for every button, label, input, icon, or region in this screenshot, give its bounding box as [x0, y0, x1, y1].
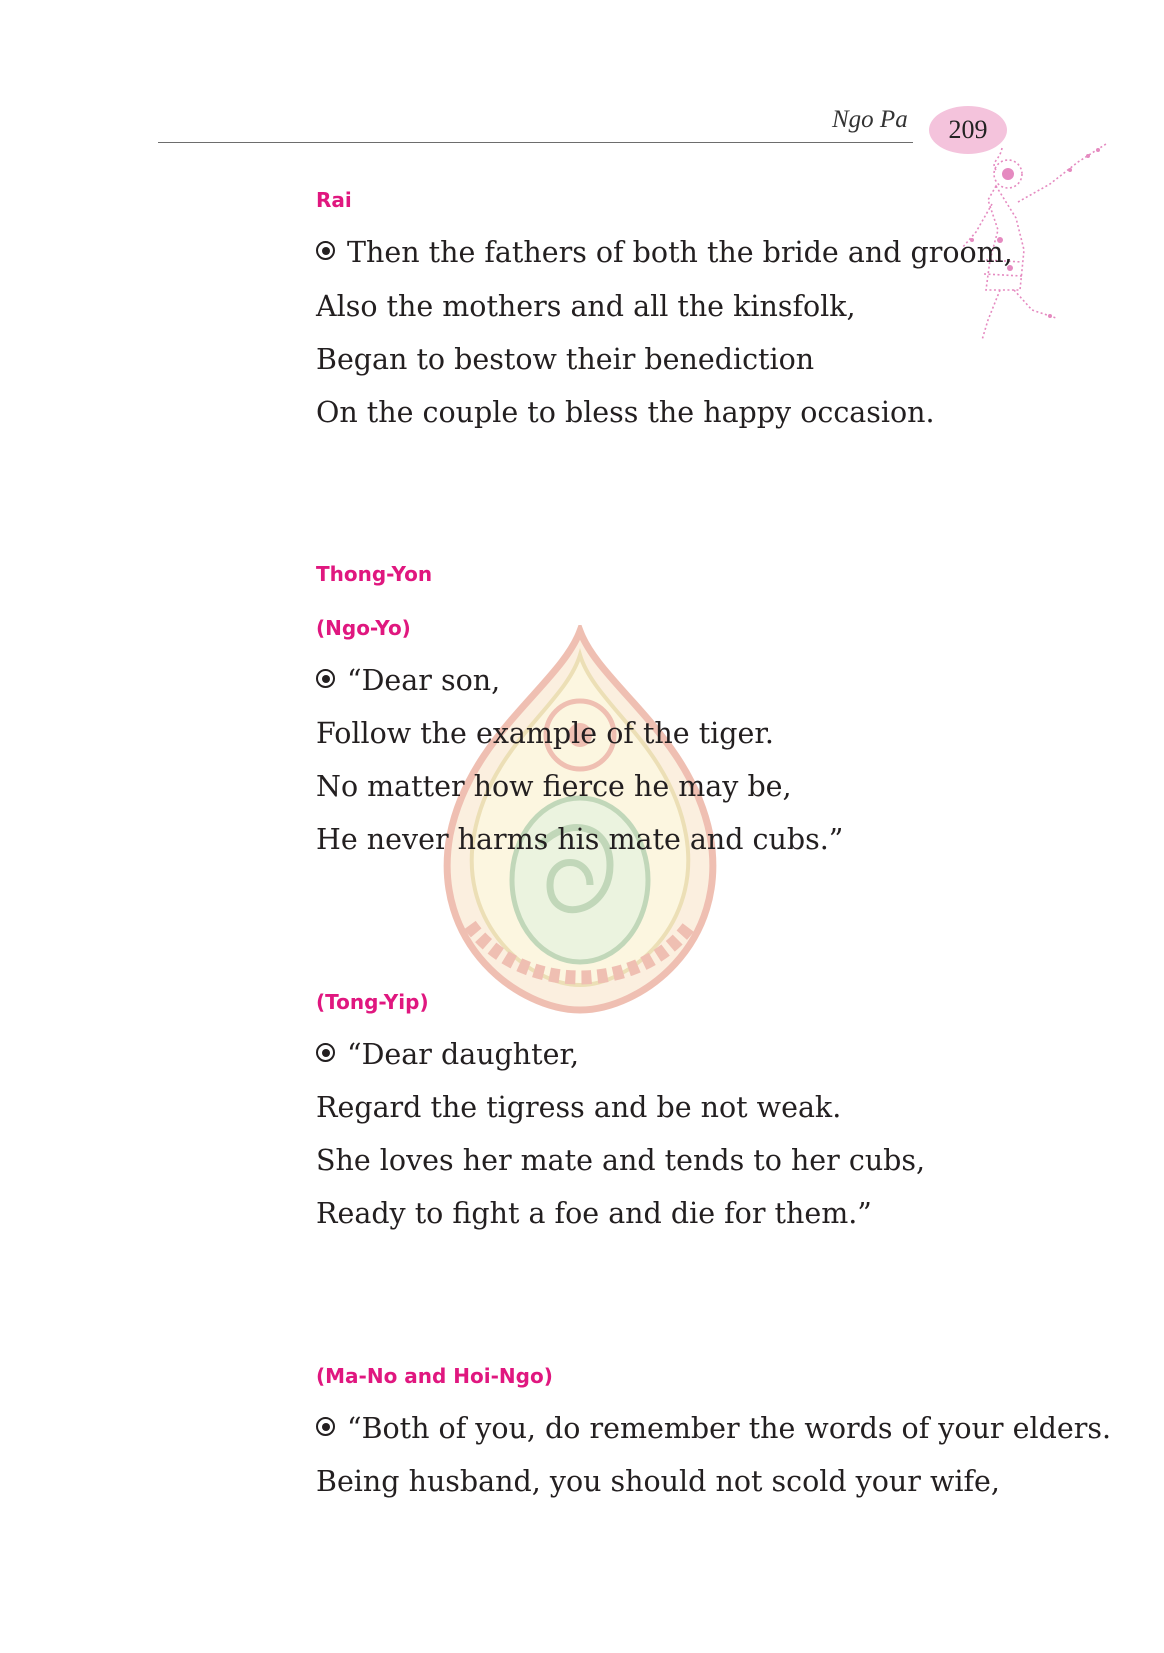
verse-line-text: “Dear daughter,	[347, 1038, 580, 1071]
verse-line	[316, 1412, 1111, 1445]
speaker-label: (Tong-Yip)	[316, 990, 429, 1014]
verse-line-text: “Both of you, do remember the words of your elders.	[347, 1412, 1112, 1445]
verse-line-text: “Dear son,	[347, 664, 501, 697]
verse-line: Being husband, you should not scold your wife,	[316, 1465, 1000, 1498]
circled-dot-bullet-icon	[316, 1417, 335, 1436]
verse-line: No matter how fierce he may be,	[316, 770, 792, 803]
header-rule	[158, 142, 913, 143]
page-number-label: 209	[948, 115, 988, 144]
verse-line: Follow the example of the tiger.	[316, 717, 774, 750]
verse-line: Also the mothers and all the kinsfolk,	[316, 290, 856, 323]
verse-line: On the couple to bless the happy occasion.	[316, 396, 935, 429]
verse-line	[316, 236, 1013, 269]
verse-line: Regard the tigress and be not weak.	[316, 1091, 842, 1124]
verse-line	[316, 1038, 579, 1071]
circled-dot-bullet-icon	[316, 1043, 335, 1062]
verse-line	[316, 664, 500, 697]
speaker-label: (Ma-No and Hoi-Ngo)	[316, 1364, 553, 1388]
circled-dot-bullet-icon	[316, 241, 335, 260]
running-title: Ngo Pa	[832, 106, 908, 133]
circled-dot-bullet-icon	[316, 669, 335, 688]
speaker-label: Rai	[316, 188, 352, 212]
speaker-label: Thong-Yon	[316, 562, 433, 586]
verse-line: She loves her mate and tends to her cubs,	[316, 1144, 926, 1177]
verse-line: Began to bestow their benediction	[316, 343, 815, 376]
verse-line: He never harms his mate and cubs.”	[316, 823, 844, 856]
verse-line: Ready to fight a foe and die for them.”	[316, 1197, 872, 1230]
speaker-label: (Ngo-Yo)	[316, 616, 411, 640]
verse-line-text: Then the fathers of both the bride and groom,	[347, 236, 1013, 269]
